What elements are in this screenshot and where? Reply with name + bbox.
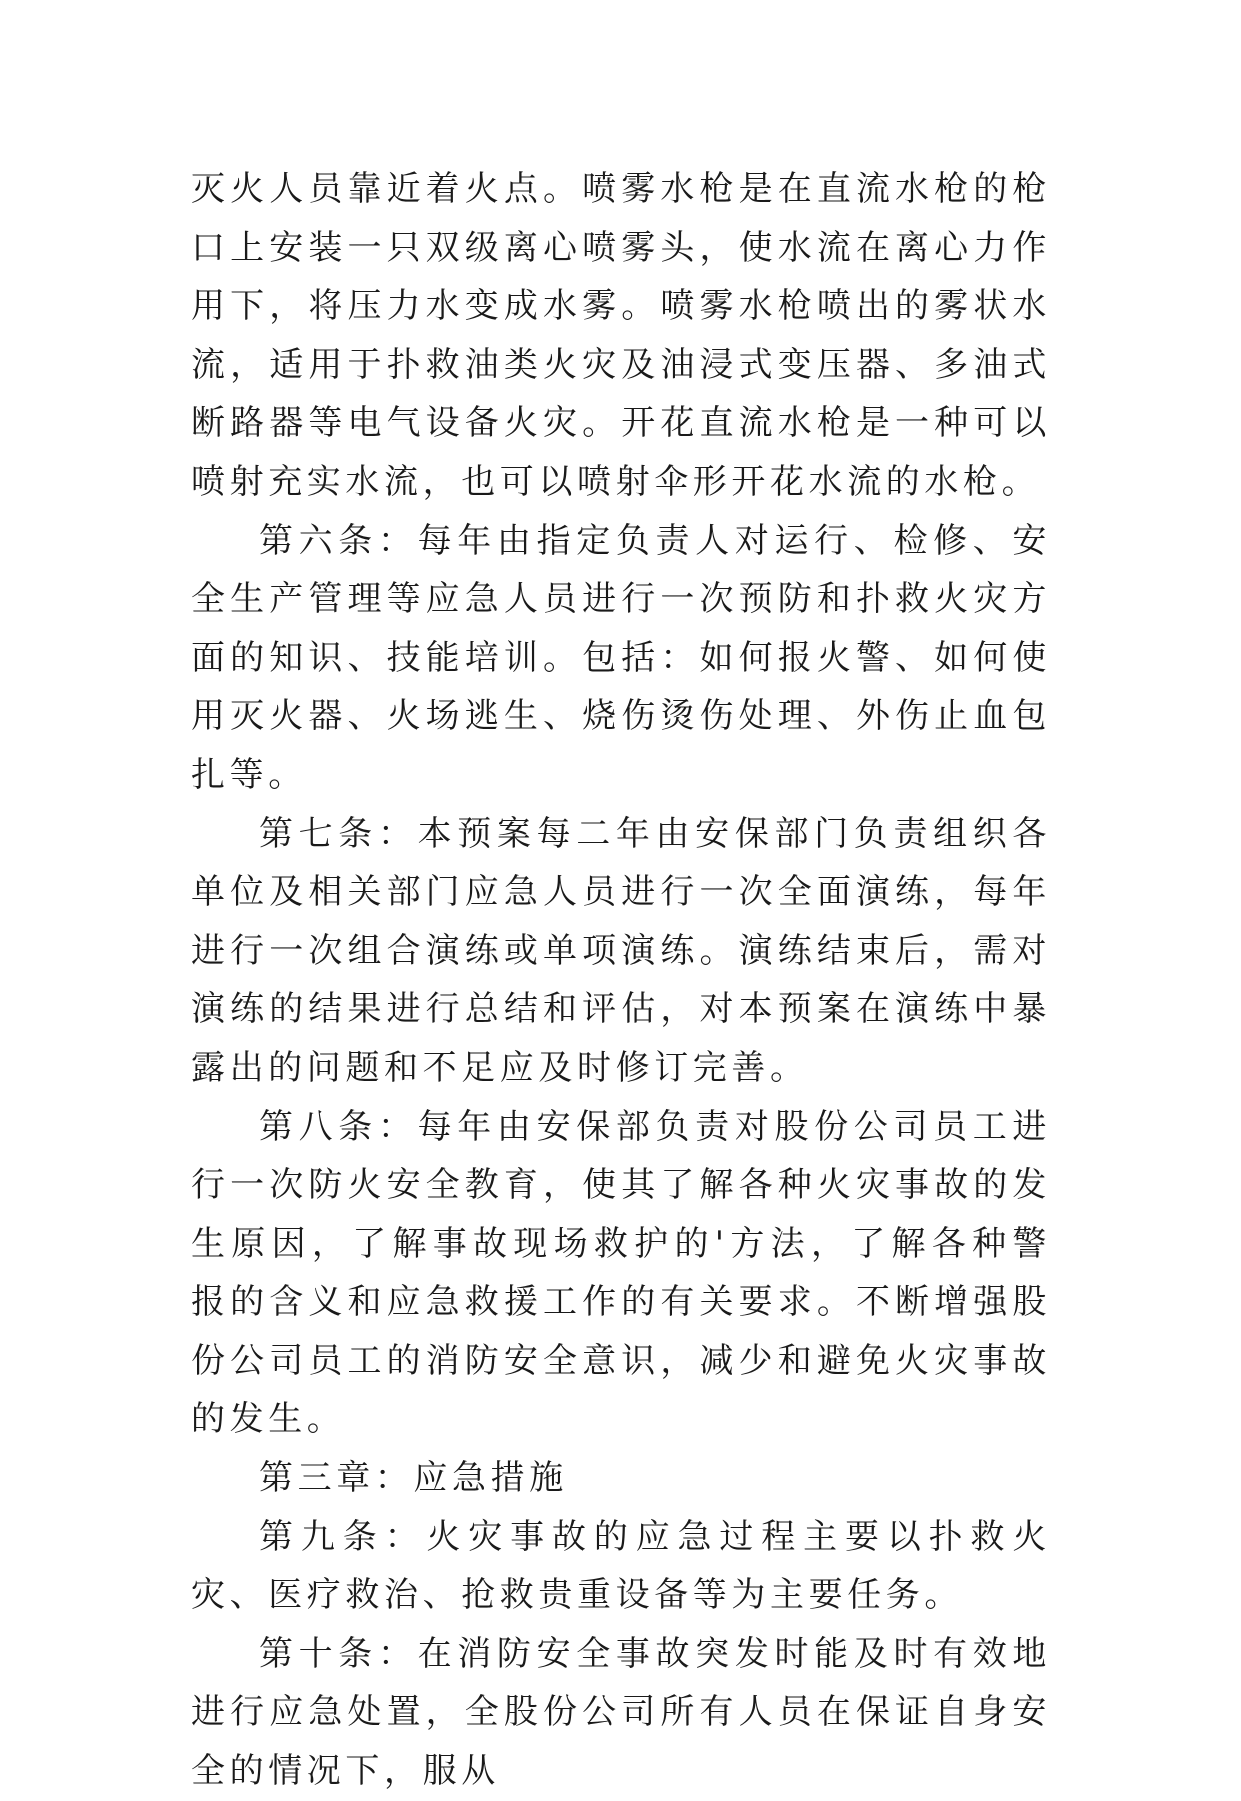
document-page [191,160,1051,1801]
chapter-3-heading: 第三章：应急措施 [259,1458,568,1499]
paragraph-water-gun-types: 灭火人员靠近着火点。喷雾水枪是在直流水枪的枪口上安装一只双级离心喷雾头，使水流在离心力作用下，将压力水变成水雾。喷雾水枪喷出的雾状水流，适用于扑救油类火灾及油浸式变压器、多油式断路器等电气设备火灾。开花直流水枪是一种可以喷射充实水流，也可以喷射伞形开花水流的水枪。 [191,169,1051,502]
paragraph-article-6: 第六条：每年由指定负责人对运行、检修、安全生产管理等应急人员进行一次预防和扑救火灾方面的知识、技能培训。包括：如何报火警、如何使用灭火器、火场逃生、烧伤烫伤处理、外伤止血包扎等。 [191,520,1051,795]
paragraph-article-8: 第八条：每年由安保部负责对股份公司员工进行一次防火安全教育，使其了解各种火灾事故的发生原因，了解事故现场救护的'方法，了解各种警报的含义和应急救援工作的有关要求。不断增强股份公司员工的消防安全意识，减少和避免火灾事故的发生。 [191,1106,1051,1440]
paragraph-article-9: 第九条：火灾事故的应急过程主要以扑救火灾、医疗救治、抢救贵重设备等为主要任务。 [191,1516,1051,1616]
paragraph-article-7: 第七条：本预案每二年由安保部门负责组织各单位及相关部门应急人员进行一次全面演练，每年进行一次组合演练或单项演练。演练结束后，需对演练的结果进行总结和评估，对本预案在演练中暴露出的问题和不足应及时修订完善。 [191,813,1051,1088]
paragraph-article-10: 第十条：在消防安全事故突发时能及时有效地进行应急处置，全股份公司所有人员在保证自身安全的情况下，服从 [191,1633,1051,1792]
